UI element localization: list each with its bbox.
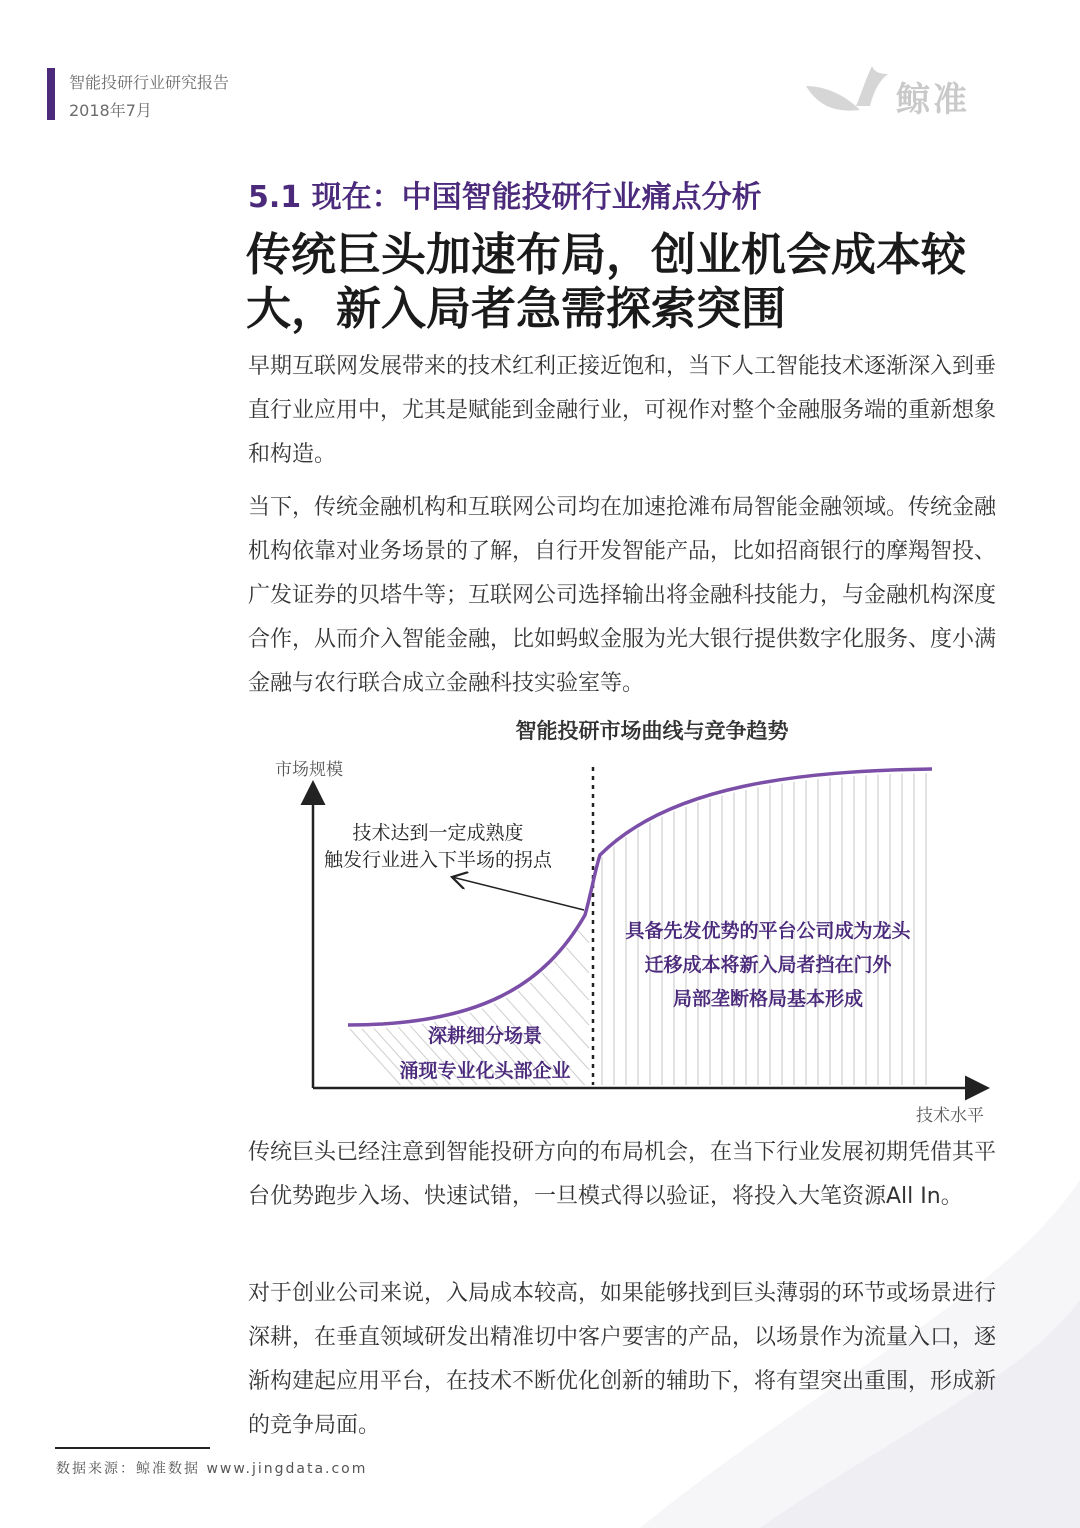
section-title: 5.1 现在：中国智能投研行业痛点分析 (248, 180, 762, 215)
inflection-annotation-line-2: 触发行业进入下半场的拐点 (323, 849, 553, 871)
page-headline: 传统巨头加速布局，创业机会成本较大，新入局者急需探索突围 (246, 228, 967, 335)
hatch-line (350, 1029, 400, 1085)
inflection-annotation-line-1: 技术达到一定成熟度 (352, 822, 524, 844)
report-title: 智能投研行业研究报告 (69, 73, 230, 92)
paragraph-1: 早期互联网发展带来的技术红利正接近饱和，当下人工智能技术逐渐深入到垂直行业应用中，尤其是赋能到金融行业，可视作对整个金融服务端的重新想象和构造。 (248, 354, 997, 467)
right-region-label-1: 具备先发优势的平台公司成为龙头 (625, 920, 911, 942)
footer-divider (55, 1447, 210, 1449)
header-accent-bar (47, 68, 55, 120)
logo-text: 鲸准 (896, 80, 970, 120)
data-source-footer: 数据来源：鲸准数据 www.jingdata.com (56, 1461, 368, 1477)
paragraph-4: 对于创业公司来说，入局成本较高，如果能够找到巨头薄弱的环节或场景进行深耕，在垂直领域研发出精准切中客户要害的产品，以场景作为流量入口，逐渐构建起应用平台，在技术不断优化创新的辅助下，将有望突出重围，形成新的竞争局面。 (248, 1281, 997, 1438)
hatch-line (542, 973, 589, 1025)
left-region-label-1: 深耕细分场景 (427, 1025, 543, 1047)
hatch-line (566, 947, 589, 973)
left-region-hatching (350, 898, 590, 1085)
chart-svg (240, 705, 1000, 1135)
whale-logo-icon (800, 60, 896, 120)
hatch-line (578, 931, 589, 943)
inflection-arrow (452, 877, 584, 910)
paragraph-3: 传统巨头已经注意到智能投研方向的布局机会，在当下行业发展初期凭借其平台优势跑步入场、快速试错，一旦模式得以验证，将投入大笔资源All In。 (248, 1140, 997, 1209)
chart-title: 智能投研市场曲线与竞争趋势 (515, 719, 789, 743)
paragraph-2: 当下，传统金融机构和互联网公司均在加速抢滩布局智能金融领域。传统金融机构依靠对业务场景的了解，自行开发智能产品，比如招商银行的摩羯智投、广发证券的贝塔牛等；互联网公司选择输出将金融科技能力，与金融机构深度合作，从而介入智能金融，比如蚂蚁金服为光大银行提供数字化服务、度小满金融与农行联合成立金融科技实验室等。 (248, 495, 997, 696)
left-region-label-2: 涌现专业化头部企业 (399, 1060, 571, 1082)
jingdata-logo (800, 60, 990, 120)
report-date: 2018年7月 (69, 101, 152, 120)
right-region-label-3: 局部垄断格局基本形成 (672, 988, 864, 1010)
y-axis-label: 市场规模 (275, 760, 343, 780)
right-region-label-2: 迁移成本将新入局者挡在门外 (644, 954, 892, 976)
market-curve-line (348, 769, 932, 1025)
x-axis-label: 技术水平 (916, 1106, 984, 1126)
market-curve-chart (240, 705, 1000, 1135)
